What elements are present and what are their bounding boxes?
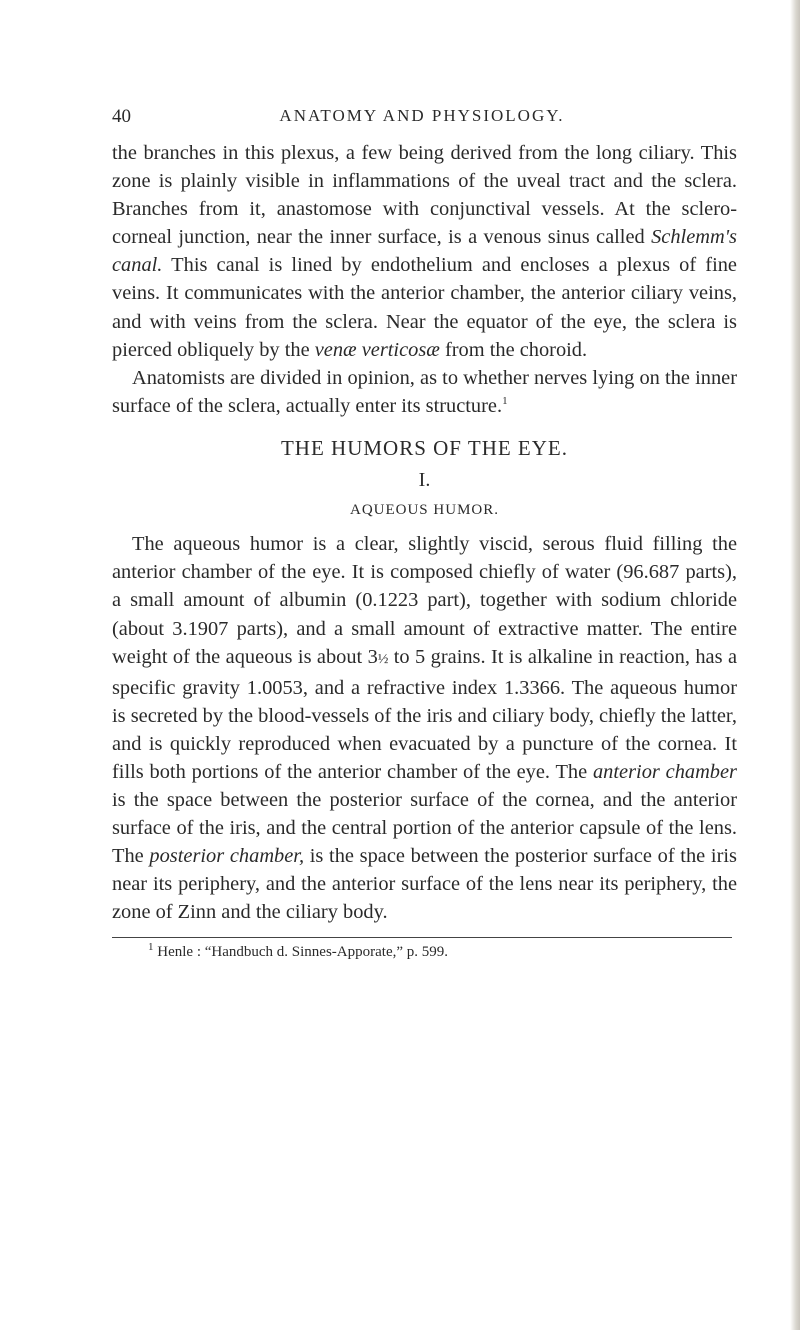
text-run: This canal is lined by endothelium and encloses a plexus of fine veins. It communicates with the anterior chamber, the anterior ciliary veins, and with veins from the sclera. Near the equator of the eye, the sclera is pierced obliquely by the [112, 254, 737, 361]
section-subtitle: AQUEOUS HUMOR. [349, 502, 499, 519]
text-run: Anatomists are divided in opinion, as to whether nerves lying on the inner surface of the sclera, actually enter its structure. [112, 366, 737, 417]
italic-term: anterior chamber [592, 760, 737, 783]
text-run: is the space between the posterior surface of the cornea, and the anterior surface of the iris, and the central portion of the anterior capsule of the lens. The [112, 789, 737, 868]
footnote-divider [112, 937, 732, 938]
text-run: the branches in this plexus, a few being derived from the long ciliary. This zone is plainly visible in inflammations of the uveal tract and the sclera. Branches from it, anastomose with conjunctival vessels. At the sclero-corneal junction, near the inner surface, is a venous sinus called [112, 142, 737, 249]
paragraph-nerves [112, 364, 737, 420]
page-edge-shadow [790, 0, 800, 1330]
fraction: ½ [377, 651, 389, 667]
paragraph-aqueous-humor [112, 530, 737, 926]
italic-term: venæ verticosæ [314, 338, 440, 361]
italic-term: Schlemm's canal. [112, 226, 737, 277]
section-title: THE HUMORS OF THE EYE. [280, 435, 569, 460]
page-body [112, 139, 737, 962]
page-number: 40 [112, 106, 131, 127]
running-title: ANATOMY AND PHYSIOLOGY. [279, 106, 565, 125]
text-run: The aqueous humor is a clear, slightly viscid, serous fluid filling the anterior chamber of the eye. It is composed chiefly of water (96.687 parts), a small amount of albumin (0.1223 part), together with sodium chloride (about 3.1907 parts), and a small amount of extractive matter. The entire weight of the aqueous is about 3 [112, 533, 737, 668]
text-run: to 5 grains. It is alkaline in reaction, has a specific gravity 1.0053, and a refractive index 1.3366. The aqueous humor is secreted by the blood-vessels of the iris and ciliary body, chiefly the latter, and is quickly reproduced when evacuated by a puncture of the cornea. It fills both portions of the anterior chamber of the eye. The [112, 645, 737, 783]
paragraph-sclera-veins [112, 139, 737, 364]
text-run: is the space between the posterior surface of the iris near its periphery, and the anterior surface of the lens near its periphery, the zone of Zinn and the ciliary body. [112, 845, 737, 924]
text-run: from the choroid. [439, 338, 588, 361]
footnote [112, 942, 737, 962]
section-number: I. [418, 469, 431, 492]
page-header [112, 106, 732, 134]
footnote-text: Henle : “Handbuch d. Sinnes-Apporate,” p. 599. [153, 943, 449, 960]
footnote-reference: 1 [502, 395, 508, 408]
footnote-mark: 1 [148, 940, 154, 953]
italic-term: posterior chamber, [149, 845, 305, 868]
